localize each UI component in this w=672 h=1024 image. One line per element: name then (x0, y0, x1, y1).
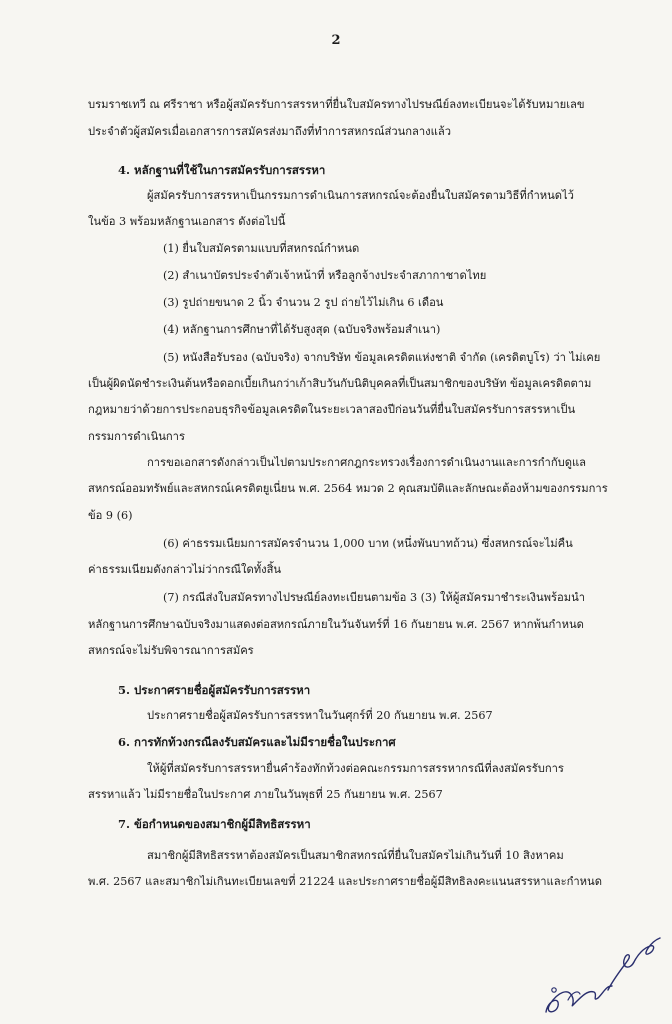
section-5-heading: 5. ประกาศรายชื่อผู้สมัครรับการสรรหา (118, 683, 311, 697)
section-4-note-line-2: สหกรณ์ออมทรัพย์และสหกรณ์เครดิตยูเนี่ยน พ.ศ. 2564 หมวด 2 คุณสมบัติและลักษณะต้องห้ามของกรรมการ (88, 482, 608, 495)
section-4-item-5-line-4: กรรมการดำเนินการ (88, 430, 185, 443)
section-4-para-1: ผู้สมัครรับการสรรหาเป็นกรรมการดำเนินการสหกรณ์จะต้องยื่นใบสมัครตามวิธีที่กำหนดไว้ (147, 189, 574, 202)
section-4-item-3: (3) รูปถ่ายขนาด 2 นิ้ว จำนวน 2 รูป ถ่ายไว้ไม่เกิน 6 เดือน (163, 296, 444, 309)
section-6-heading: 6. การทักท้วงกรณีลงรับสมัครและไม่มีรายชื่อในประกาศ (118, 735, 396, 749)
handwritten-signature (538, 930, 668, 1020)
section-4-item-7-line-1: (7) กรณีส่งใบสมัครทางไปรษณีย์ลงทะเบียนตามข้อ 3 (3) ให้ผู้สมัครมาชำระเงินพร้อมนำ (163, 591, 586, 604)
section-4-note-line-1: การขอเอกสารดังกล่าวเป็นไปตามประกาศกฎกระทรวงเรื่องการดำเนินงานและการกำกับดูแล (147, 456, 587, 469)
section-6-text-line-2: สรรหาแล้ว ไม่มีรายชื่อในประกาศ ภายในวันพุธที่ 25 กันยายน พ.ศ. 2567 (88, 788, 443, 801)
section-4-item-7-line-2: หลักฐานการศึกษาฉบับจริงมาแสดงต่อสหกรณ์ภายในวันจันทร์ที่ 16 กันยายน พ.ศ. 2567 หากพ้นกำหนด (88, 618, 584, 631)
section-4-note-line-3: ข้อ 9 (6) (88, 509, 133, 522)
section-4-item-7-line-3: สหกรณ์จะไม่รับพิจารณาการสมัคร (88, 644, 254, 657)
section-7-text-line-1: สมาชิกผู้มีสิทธิสรรหาต้องสมัครเป็นสมาชิกสหกรณ์ที่ยื่นใบสมัครไม่เกินวันที่ 10 สิงหาคม (147, 849, 564, 862)
section-4-heading: 4. หลักฐานที่ใช้ในการสมัครรับการสรรหา (118, 163, 326, 177)
section-4-item-5-line-1: (5) หนังสือรับรอง (ฉบับจริง) จากบริษัท ข้อมูลเครดิตแห่งชาติ จำกัด (เครดิตบูโร) ว่า ไม่เคย (163, 351, 601, 364)
intro-line-2: ประจำตัวผู้สมัครเมื่อเอกสารการสมัครส่งมาถึงที่ทำการสหกรณ์ส่วนกลางแล้ว (88, 125, 451, 138)
section-4-item-1: (1) ยื่นใบสมัครตามแบบที่สหกรณ์กำหนด (163, 242, 360, 255)
section-4-para-2: ในข้อ 3 พร้อมหลักฐานเอกสาร ดังต่อไปนี้ (88, 215, 286, 228)
section-7-text-line-2: พ.ศ. 2567 และสมาชิกไม่เกินทะเบียนเลขที่ 21224 และประกาศรายชื่อผู้มีสิทธิลงคะแนนสรรหาและกำหนด (88, 875, 602, 888)
section-4-item-4: (4) หลักฐานการศึกษาที่ได้รับสูงสุด (ฉบับจริงพร้อมสำเนา) (163, 323, 441, 336)
page-number: 2 (331, 33, 341, 48)
section-6-text-line-1: ให้ผู้ที่สมัครรับการสรรหายื่นคำร้องทักท้วงต่อคณะกรรมการสรรหากรณีที่ลงสมัครรับการ (147, 762, 564, 775)
section-4-item-5-line-2: เป็นผู้ผิดนัดชำระเงินต้นหรือดอกเบี้ยเกินกว่าเก้าสิบวันกับนิติบุคคลที่เป็นสมาชิกของบริษัท ข้อมูลเครดิตตาม (88, 377, 592, 390)
section-4-item-6-line-2: ค่าธรรมเนียมดังกล่าวไม่ว่ากรณีใดทั้งสิ้น (88, 563, 282, 576)
section-4-item-2: (2) สำเนาบัตรประจำตัวเจ้าหน้าที่ หรือลูกจ้างประจำสภากาชาดไทย (163, 269, 487, 282)
section-4-item-6-line-1: (6) ค่าธรรมเนียมการสมัครจำนวน 1,000 บาท (หนึ่งพันบาทถ้วน) ซึ่งสหกรณ์จะไม่คืน (163, 537, 573, 550)
section-7-heading: 7. ข้อกำหนดของสมาชิกผู้มีสิทธิสรรหา (118, 817, 311, 831)
intro-line-1: บรมราชเทวี ณ ศรีราชา หรือผู้สมัครรับการสรรหาที่ยื่นใบสมัครทางไปรษณีย์ลงทะเบียนจะได้รับหมายเลข (88, 98, 585, 111)
section-5-text: ประกาศรายชื่อผู้สมัครรับการสรรหาในวันศุกร์ที่ 20 กันยายน พ.ศ. 2567 (147, 709, 493, 722)
section-4-item-5-line-3: กฎหมายว่าด้วยการประกอบธุรกิจข้อมูลเครดิตในระยะเวลาสองปีก่อนวันที่ยื่นใบสมัครรับการสรรหาเป็น (88, 403, 576, 416)
